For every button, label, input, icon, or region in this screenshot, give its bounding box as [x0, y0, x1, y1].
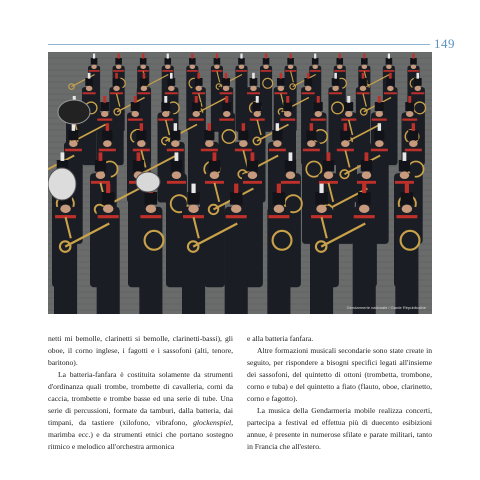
musician-hat — [170, 130, 180, 140]
musician-hat — [306, 130, 316, 140]
musician-plume — [334, 73, 337, 79]
musician-body — [395, 207, 418, 314]
musician-plume — [170, 73, 173, 79]
musician-hat — [161, 102, 170, 111]
musician-body — [139, 207, 162, 314]
musician-face — [172, 171, 182, 179]
musician-face — [168, 86, 175, 91]
musician-hat — [189, 58, 196, 65]
musician-hat — [314, 102, 323, 111]
musician-face — [362, 171, 372, 179]
musician-plume — [197, 73, 200, 79]
paragraph: Altre formazioni musicali secondarie sono state create in seguito, per rispondere a bisogni specifici legati all'insieme dei sassofoni, del quintetto di ottoni (trombetta, trombone, corno e tuba) e del quintetto a fiato (flauto, oboe, clarinetto, corno e fagotto). — [247, 346, 432, 403]
musician-collar — [162, 70, 173, 72]
musician-plume — [276, 123, 279, 131]
musician-collar — [97, 119, 112, 121]
musician-face — [248, 171, 258, 179]
musician-collar — [226, 215, 247, 218]
musician-collar — [98, 215, 119, 218]
musician-face — [86, 86, 93, 91]
musician-collar — [372, 119, 387, 121]
musician-face — [132, 111, 140, 117]
musician-collar — [261, 70, 272, 72]
musician-face — [312, 65, 318, 69]
musician-plume — [416, 73, 419, 79]
musician-plume — [234, 184, 238, 193]
musician-body — [82, 87, 96, 165]
musician-plume — [88, 73, 91, 79]
musician-hat — [85, 78, 93, 86]
paragraph-text: , marimba ecc.) e da strumenti etnici che portano sostegno ritmico e melodico all'orchestra armonica — [48, 418, 233, 451]
musician-hat — [405, 102, 414, 111]
musician-hat — [250, 78, 258, 86]
musician-collar — [187, 70, 198, 72]
musician-plume — [405, 184, 409, 193]
musician-face — [254, 111, 262, 117]
musician-hat — [222, 78, 230, 86]
musician-plume — [106, 184, 110, 193]
musician-hat — [209, 160, 220, 171]
musician-face — [278, 86, 285, 91]
musician-hat — [100, 102, 109, 111]
musician-body — [204, 173, 225, 287]
musician-face — [411, 65, 417, 69]
musician-plume — [191, 54, 193, 59]
musician-hat — [95, 160, 106, 171]
header-rule — [48, 44, 430, 45]
musician-body — [235, 66, 247, 132]
musician-face — [101, 111, 109, 117]
musician-plume — [216, 54, 218, 59]
musician-body — [267, 207, 290, 314]
musician-collar — [334, 70, 345, 72]
bass-drum — [58, 100, 90, 124]
paragraph: e alla batteria fanfara. — [247, 334, 314, 343]
musician-hat — [283, 102, 292, 111]
musician-plume — [378, 123, 381, 131]
musician-hat — [253, 102, 262, 111]
musician-plume — [314, 54, 316, 59]
musician-collar — [165, 92, 178, 94]
musician-face — [288, 65, 294, 69]
musician-face — [231, 205, 242, 213]
musician-plume — [191, 184, 195, 193]
musician-face — [195, 86, 202, 91]
musician-plume — [286, 96, 289, 103]
musician-collar — [201, 149, 218, 152]
musician-face — [140, 65, 146, 69]
musician-collar — [310, 70, 321, 72]
musician-face — [214, 65, 220, 69]
musician-plume — [195, 96, 198, 103]
musician-plume — [142, 54, 144, 59]
musician-plume — [280, 73, 283, 79]
musician-hat — [374, 130, 384, 140]
musician-hat — [386, 58, 393, 65]
musician-face — [193, 111, 201, 117]
musician-collar — [395, 181, 414, 184]
musician-face — [165, 65, 171, 69]
musician-hat — [414, 78, 422, 86]
musician-plume — [93, 54, 95, 59]
musician-face — [337, 65, 343, 69]
musician-collar — [189, 119, 204, 121]
musician-plume — [103, 96, 106, 103]
musician-plume — [252, 73, 255, 79]
musician-hat — [238, 58, 245, 65]
musician-hat — [167, 78, 175, 86]
musician-plume — [408, 96, 411, 103]
musician-hat — [401, 192, 414, 205]
musician-plume — [289, 152, 293, 161]
musician-body — [54, 207, 77, 314]
musician-face — [91, 65, 97, 69]
musician-face — [205, 140, 214, 147]
musician-face — [341, 140, 350, 147]
snare-drum — [48, 168, 76, 200]
musician-face — [141, 86, 148, 91]
musician-plume — [240, 54, 242, 59]
musician-collar — [311, 119, 326, 121]
musician-face — [96, 171, 106, 179]
musician-face — [362, 65, 368, 69]
musician-plume — [277, 184, 281, 193]
musician-face — [305, 86, 312, 91]
musician-collar — [247, 92, 260, 94]
musician-collar — [303, 149, 320, 152]
musician-body — [182, 207, 205, 314]
musician-hat — [102, 192, 115, 205]
musician-plume — [347, 96, 350, 103]
musician-hat — [358, 192, 371, 205]
musician-collar — [402, 119, 417, 121]
musician-face — [409, 140, 418, 147]
musician-collar — [281, 181, 300, 184]
musician-plume — [319, 184, 323, 193]
musician-collar — [411, 92, 424, 94]
text-column-left — [48, 333, 233, 453]
musician-face — [415, 86, 422, 91]
musician-face — [286, 171, 296, 179]
photo-credit: Gendarmerie nationale / Garde Républicaine — [346, 305, 426, 310]
musician-plume — [115, 73, 118, 79]
musician-plume — [143, 73, 146, 79]
musician-face — [239, 65, 245, 69]
musician-plume — [174, 123, 177, 131]
musician-plume — [339, 54, 341, 59]
musician-collar — [302, 92, 315, 94]
musician-plume — [164, 96, 167, 103]
musician-face — [387, 86, 394, 91]
musician-collar — [113, 70, 124, 72]
musician-hat — [91, 58, 98, 65]
musician-face — [402, 205, 413, 213]
musician-plume — [225, 73, 228, 79]
musician-hat — [140, 58, 147, 65]
musician-hat — [323, 160, 334, 171]
musician-hat — [222, 102, 231, 111]
musician-hat — [113, 78, 121, 86]
musician-hat — [361, 160, 372, 171]
musician-hat — [375, 102, 384, 111]
musician-plume — [208, 123, 211, 131]
musician-hat — [195, 78, 203, 86]
musician-hat — [131, 102, 140, 111]
musician-hat — [187, 192, 200, 205]
musician-hat — [164, 58, 171, 65]
paragraph: La musica della Gendarmeria mobile realizza concerti, partecipa a festival ed effettua più di duecento esibizioni annue, è presente in numerose sfilate e parate militari, tanto in Francia che all'estero. — [247, 406, 432, 451]
musician-face — [137, 140, 146, 147]
musician-hat — [277, 78, 285, 86]
musician-hat — [145, 192, 158, 205]
musician-plume — [327, 152, 331, 161]
musician-hat — [133, 160, 144, 171]
musician-face — [103, 140, 112, 147]
musician-hat — [140, 78, 148, 86]
musician-collar — [383, 70, 394, 72]
musician-hat — [386, 78, 394, 86]
musician-collar — [99, 149, 116, 152]
musician-plume — [363, 54, 365, 59]
musician-plume — [388, 54, 390, 59]
musician-hat — [359, 78, 367, 86]
musician-collar — [384, 92, 397, 94]
musician-plume — [307, 73, 310, 79]
musician-hat — [410, 58, 417, 65]
musician-plume — [251, 152, 255, 161]
musician-collar — [268, 215, 289, 218]
musician-collar — [396, 215, 417, 218]
musician-face — [324, 171, 334, 179]
musician-plume — [256, 96, 259, 103]
musician-hat — [361, 58, 368, 65]
band-photo — [48, 52, 432, 314]
musician-plume — [242, 123, 245, 131]
musician-collar — [140, 215, 161, 218]
musician-face — [69, 140, 78, 147]
musician-plume — [137, 152, 141, 161]
musician-plume — [310, 123, 313, 131]
musician-collar — [280, 119, 295, 121]
musician-plume — [118, 54, 120, 59]
musician-face — [315, 111, 323, 117]
musician-face — [113, 86, 120, 91]
musician-hat — [230, 192, 243, 205]
musician-hat — [102, 130, 112, 140]
musician-hat — [315, 192, 328, 205]
musician-face — [360, 86, 367, 91]
musician-collar — [220, 92, 233, 94]
musician-face — [307, 140, 316, 147]
musician-face — [190, 65, 196, 69]
musician-hat — [204, 130, 214, 140]
musician-collar — [219, 119, 234, 121]
musician-plume — [403, 152, 407, 161]
musician-collar — [269, 149, 286, 152]
musician-plume — [362, 73, 365, 79]
musician-face — [60, 205, 71, 213]
musician-hat — [272, 130, 282, 140]
musician-face — [406, 111, 414, 117]
musician-plume — [99, 152, 103, 161]
musician-plume — [412, 54, 414, 59]
musician-hat — [399, 160, 410, 171]
musician-hat — [408, 130, 418, 140]
paragraph-text: La batteria-fanfara è costituita solamente da strumenti d'ordinanza quali trombe, trombette di cavalleria, corni da caccia, trombette e trombe basse ed una serie di tube. Una serie di percussioni, formate da tamburi, dalla batteria, dai timpani, da tastiere (xilofono, vibrafono, — [48, 370, 233, 427]
musician-face — [400, 171, 410, 179]
musician-hat — [136, 130, 146, 140]
musician-plume — [317, 96, 320, 103]
musician-plume — [140, 123, 143, 131]
musician-collar — [167, 149, 184, 152]
musician-collar — [329, 92, 342, 94]
musician-hat — [273, 192, 286, 205]
musician-collar — [128, 119, 143, 121]
musician-face — [316, 205, 327, 213]
musician-plume — [412, 123, 415, 131]
musician-hat — [312, 58, 319, 65]
musician-hat — [171, 160, 182, 171]
musician-plume — [134, 96, 137, 103]
musician-plume — [362, 184, 366, 193]
paragraph: netti mi bemolle, clarinetti si bemolle, clarinetti-bassi), gli oboe, il corno inglese, i fagotti e i sassofoni (alti, tenore, baritono). — [48, 334, 233, 367]
musician-hat — [214, 58, 221, 65]
musician-plume — [389, 73, 392, 79]
musician-hat — [238, 130, 248, 140]
musician-body — [310, 207, 333, 314]
musician-face — [210, 171, 220, 179]
musician-collar — [65, 149, 82, 152]
paragraph — [48, 369, 233, 453]
musician-face — [386, 65, 392, 69]
musician-plume — [265, 54, 267, 59]
musician-plume — [61, 152, 65, 161]
musician-plume — [378, 96, 381, 103]
page-number: 149 — [434, 36, 455, 51]
musician-face — [332, 86, 339, 91]
musician-face — [223, 86, 230, 91]
musician-face — [116, 65, 122, 69]
musician-hat — [68, 130, 78, 140]
musician-hat — [287, 58, 294, 65]
musician-face — [273, 140, 282, 147]
musician-face — [239, 140, 248, 147]
musician-plume — [344, 123, 347, 131]
musician-collar — [89, 70, 100, 72]
musician-face — [359, 205, 370, 213]
musician-collar — [371, 149, 388, 152]
band-photo-illustration — [48, 52, 432, 314]
musician-collar — [167, 181, 186, 184]
text-column-right — [247, 333, 432, 453]
musician-plume — [167, 54, 169, 59]
musician-plume — [106, 123, 109, 131]
musician-face — [274, 205, 285, 213]
musician-face — [162, 111, 170, 117]
musician-face — [103, 205, 114, 213]
musician-face — [188, 205, 199, 213]
musician-hat — [340, 130, 350, 140]
musician-hat — [192, 102, 201, 111]
musician-face — [375, 140, 384, 147]
musician-plume — [213, 152, 217, 161]
italic-term: glockenspiel — [193, 418, 232, 427]
musician-hat — [247, 160, 258, 171]
musician-plume — [365, 152, 369, 161]
musician-collar — [83, 92, 96, 94]
musician-face — [250, 86, 257, 91]
musician-hat — [263, 58, 270, 65]
drum — [136, 172, 160, 192]
musician-hat — [332, 78, 340, 86]
musician-face — [146, 205, 157, 213]
musician-face — [223, 111, 231, 117]
musician-collar — [408, 70, 419, 72]
musician-face — [171, 140, 180, 147]
musician-collar — [354, 215, 375, 218]
musician-plume — [225, 96, 228, 103]
musician-hat — [285, 160, 296, 171]
musician-hat — [344, 102, 353, 111]
musician-collar — [243, 181, 262, 184]
musician-hat — [115, 58, 122, 65]
musician-collar — [137, 92, 150, 94]
musician-collar — [236, 70, 247, 72]
musician-collar — [405, 149, 422, 152]
musician-plume — [290, 54, 292, 59]
musician-face — [263, 65, 269, 69]
musician-plume — [175, 152, 179, 161]
musician-hat — [336, 58, 343, 65]
musician-face — [284, 111, 292, 117]
musician-face — [345, 111, 353, 117]
musician-hat — [304, 78, 312, 86]
musician-face — [376, 111, 384, 117]
musician-collar — [357, 181, 376, 184]
